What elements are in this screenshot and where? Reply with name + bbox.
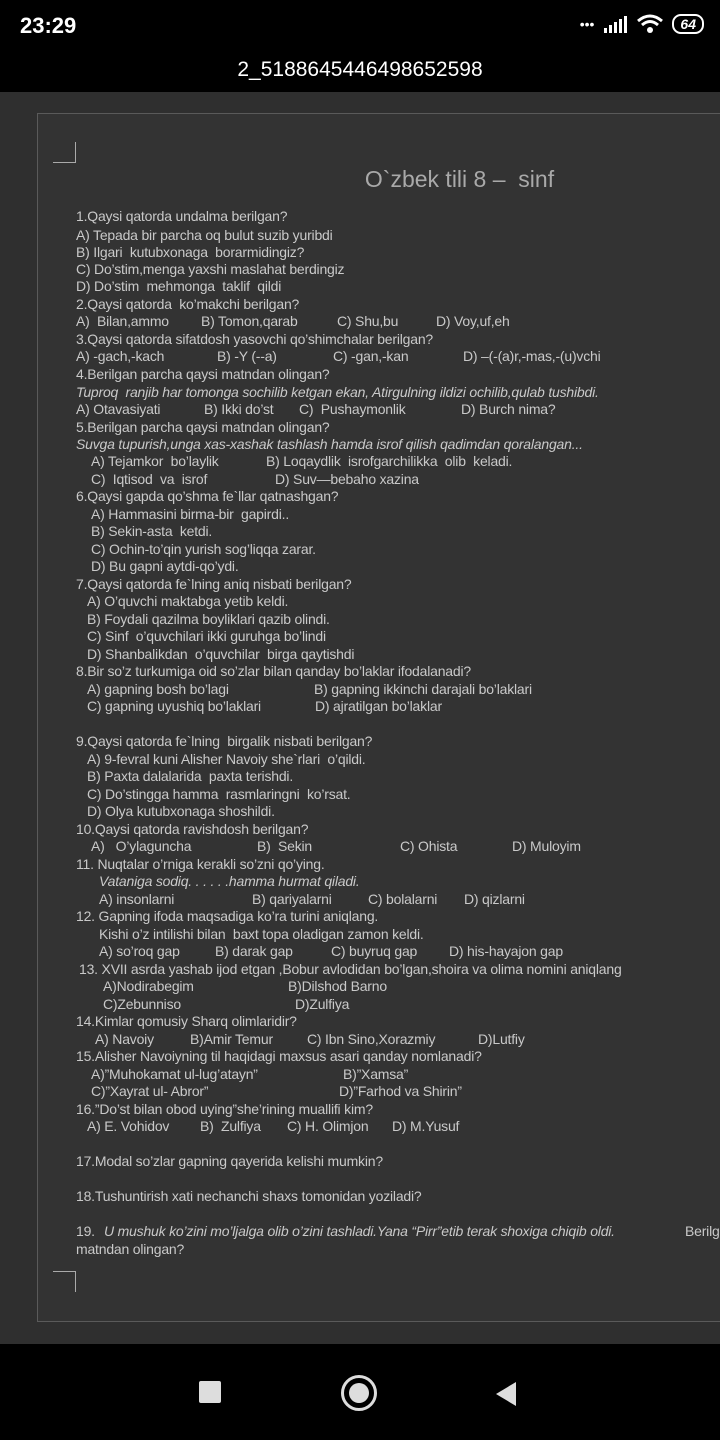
answer-option: A) O’ylaguncha: [91, 838, 192, 854]
answer-option: C) Iqtisod va isrof: [91, 471, 208, 487]
document-line: C) Ochin-to’qin yurish sog’liqqa zarar.: [91, 541, 316, 557]
document-line: Suvga tupurish,unga xas-xashak tashlash hamda isrof qilish qadimdan qoralangan...: [76, 436, 583, 452]
document-line: C) Do’stingga hamma rasmlaringni ko’rsat.: [87, 786, 351, 802]
answer-option: D)Zulfiya: [295, 996, 350, 1012]
answer-option: B)Amir Temur: [190, 1031, 273, 1047]
crop-mark-top: [53, 142, 76, 163]
document-line: 11. Nuqtalar o’rniga kerakli so’zni qo’ying.: [76, 856, 325, 872]
answer-option: C) Ohista: [400, 838, 458, 854]
file-name: 2_5188645446498652598: [237, 58, 483, 81]
document-line: 16.”Do’st bilan obod uying”she’rining muallifi kim?: [76, 1101, 373, 1117]
answer-option: A) Bilan,ammo: [76, 313, 169, 329]
document-line: 8.Bir so’z turkumiga oid so’zlar bilan qanday bo’laklar ifodalanadi?: [76, 663, 471, 679]
answer-option: B)”Xamsa”: [343, 1066, 409, 1082]
answer-option: C) Shu,bu: [337, 313, 399, 329]
answer-option: D) Voy,uf,eh: [436, 313, 510, 329]
battery-icon: 64: [672, 14, 704, 34]
answer-option: C) gapning uyushiq bo’laklari: [87, 698, 261, 714]
document-line: B) Paxta dalalarida paxta terishdi.: [87, 768, 294, 784]
answer-option: A) Otavasiyati: [76, 401, 161, 417]
document-line: A) Hammasini birma-bir gapirdi..: [91, 506, 290, 522]
answer-option: C)Zebunniso: [103, 996, 181, 1012]
answer-option: D) –(-(a)r,-mas,-(u)vchi: [463, 348, 601, 364]
answer-option: B) Tomon,qarab: [201, 313, 298, 329]
document-line: 10.Qaysi qatorda ravishdosh berilgan?: [76, 821, 309, 837]
answer-option: A) so’roq gap: [99, 943, 180, 959]
document-line: 18.Tushuntirish xati nechanchi shaxs tomonidan yoziladi?: [76, 1188, 422, 1204]
document-line: 5.Berilgan parcha qaysi matndan olingan?: [76, 419, 330, 435]
answer-option: A) insonlarni: [99, 891, 175, 907]
document-line: A) O’quvchi maktabga yetib keldi.: [87, 593, 289, 609]
document-title: O`zbek tili 8 – sinf: [364, 166, 555, 192]
answer-option: A) Navoiy: [95, 1031, 154, 1047]
answer-option: B) darak gap: [215, 943, 293, 959]
signal-icon: [602, 15, 628, 33]
recents-button[interactable]: [199, 1381, 221, 1403]
document-page[interactable]: [37, 113, 720, 1322]
answer-option: D) qizlarni: [464, 891, 525, 907]
document-line: 12. Gapning ifoda maqsadiga ko’ra turini aniqlang.: [76, 908, 379, 924]
status-bar: [0, 0, 720, 92]
notification-dots-icon: •••: [579, 16, 595, 32]
answer-option: C) buyruq gap: [331, 943, 418, 959]
answer-option: A)Nodirabegim: [103, 978, 194, 994]
document-line: 7.Qaysi qatorda fe`lning aniq nisbati berilgan?: [76, 576, 352, 592]
document-line: 1.Qaysi qatorda undalma berilgan?: [76, 208, 288, 224]
answer-option: B) qariyalarni: [252, 891, 332, 907]
answer-option: A) Tejamkor bo’laylik: [91, 453, 219, 469]
answer-option: B) Loqaydlik isrofgarchilikka olib keladi.: [266, 453, 513, 469]
answer-option: A)”Muhokamat ul-lug’atayn”: [91, 1066, 258, 1082]
answer-option: B) Zulfiya: [200, 1118, 261, 1134]
crop-mark-bottom: [53, 1271, 76, 1292]
answer-option: C) Ibn Sino,Xorazmiy: [307, 1031, 436, 1047]
document-line: Kishi o’z intilishi bilan baxt topa oladigan zamon keldi.: [99, 926, 424, 942]
document-line: B) Foydali qazilma boyliklari qazib olindi.: [87, 611, 330, 627]
answer-option: A) gapning bosh bo’lagi: [87, 681, 229, 697]
answer-option: B) gapning ikkinchi darajali bo’laklari: [314, 681, 532, 697]
answer-option: D) M.Yusuf: [392, 1118, 460, 1134]
document-line: 2.Qaysi qatorda ko’makchi berilgan?: [76, 296, 300, 312]
answer-option: C)”Xayrat ul- Abror”: [91, 1083, 209, 1099]
answer-option: B) Ikki do’st: [204, 401, 274, 417]
document-line: Vataniga sodiq. . . . . .hamma hurmat qiladi.: [99, 873, 360, 889]
answer-option: D)”Farhod va Shirin”: [339, 1083, 462, 1099]
answer-option: 19.: [76, 1223, 99, 1239]
document-line: 3.Qaysi qatorda sifatdosh yasovchi qo’shimchalar berilgan?: [76, 331, 434, 347]
answer-option: D) Suv—bebaho xazina: [275, 471, 419, 487]
document-line: 4.Berilgan parcha qaysi matndan olingan?: [76, 366, 330, 382]
wifi-icon: [636, 14, 664, 34]
answer-option: C) -gan,-kan: [333, 348, 409, 364]
document-line: 6.Qaysi gapda qo’shma fe`llar qatnashgan?: [76, 488, 339, 504]
document-line: A) Tepada bir parcha oq bulut suzib yuribdi: [76, 227, 333, 243]
answer-option: C) Pushaymonlik: [299, 401, 406, 417]
document-line: D) Do’stim mehmonga taklif qildi: [76, 278, 282, 294]
document-line: 9.Qaysi qatorda fe`lning birgalik nisbati berilgan?: [76, 733, 373, 749]
home-button[interactable]: [341, 1375, 377, 1411]
answer-option: D) Muloyim: [512, 838, 581, 854]
document-line: D) Bu gapni aytdi-qo’ydi.: [91, 558, 239, 574]
document-line: A) 9-fevral kuni Alisher Navoiy she`rlari o’qildi.: [87, 751, 366, 767]
document-line: B) Sekin-asta ketdi.: [91, 523, 213, 539]
answer-option: D) his-hayajon gap: [449, 943, 563, 959]
answer-option: B)Dilshod Barno: [288, 978, 387, 994]
document-line: 13. XVII asrda yashab ijod etgan ,Bobur avlodidan bo’lgan,shoira va olima nomini aniqlang: [79, 961, 622, 977]
answer-option: B) Sekin: [257, 838, 312, 854]
clock: 23:29: [20, 13, 77, 38]
back-button[interactable]: [494, 1381, 518, 1407]
document-line: 14.Kimlar qomusiy Sharq olimlaridir?: [76, 1013, 297, 1029]
answer-option: D) Burch nima?: [461, 401, 556, 417]
answer-option: Berilg: [685, 1223, 720, 1239]
document-line: D) Shanbalikdan o’quvchilar birga qaytishdi: [87, 646, 355, 662]
answer-option: D) ajratilgan bo’laklar: [315, 698, 442, 714]
answer-option: A) E. Vohidov: [87, 1118, 170, 1134]
answer-option: B) -Y (--a): [217, 348, 277, 364]
document-line: D) Olya kutubxonaga shoshildi.: [87, 803, 275, 819]
document-line: 15.Alisher Navoiyning til haqidagi maxsus asari qanday nomlanadi?: [76, 1048, 482, 1064]
answer-option: C) bolalarni: [368, 891, 438, 907]
document-line: matndan olingan?: [76, 1241, 185, 1257]
document-line: Tuproq ranjib har tomonga sochilib ketgan ekan, Atirgulning ildizi ochilib,qulab tushibdi.: [76, 384, 599, 400]
document-line: B) Ilgari kutubxonaga borarmidingiz?: [76, 244, 305, 260]
answer-option: U mushuk ko’zini mo’ljalga olib o’zini tashladi.Yana “Pirr”etib terak shoxiga chiqib oldi.: [104, 1223, 615, 1239]
document-line: 17.Modal so’zlar gapning qayerida kelishi mumkin?: [76, 1153, 383, 1169]
document-line: C) Sinf o’quvchilari ikki guruhga bo’lindi: [87, 628, 326, 644]
answer-option: C) H. Olimjon: [287, 1118, 369, 1134]
answer-option: A) -gach,-kach: [76, 348, 165, 364]
navigation-bar: [0, 1344, 720, 1440]
answer-option: D)Lutfiy: [478, 1031, 525, 1047]
document-line: C) Do’stim,menga yaxshi maslahat berdingiz: [76, 261, 345, 277]
